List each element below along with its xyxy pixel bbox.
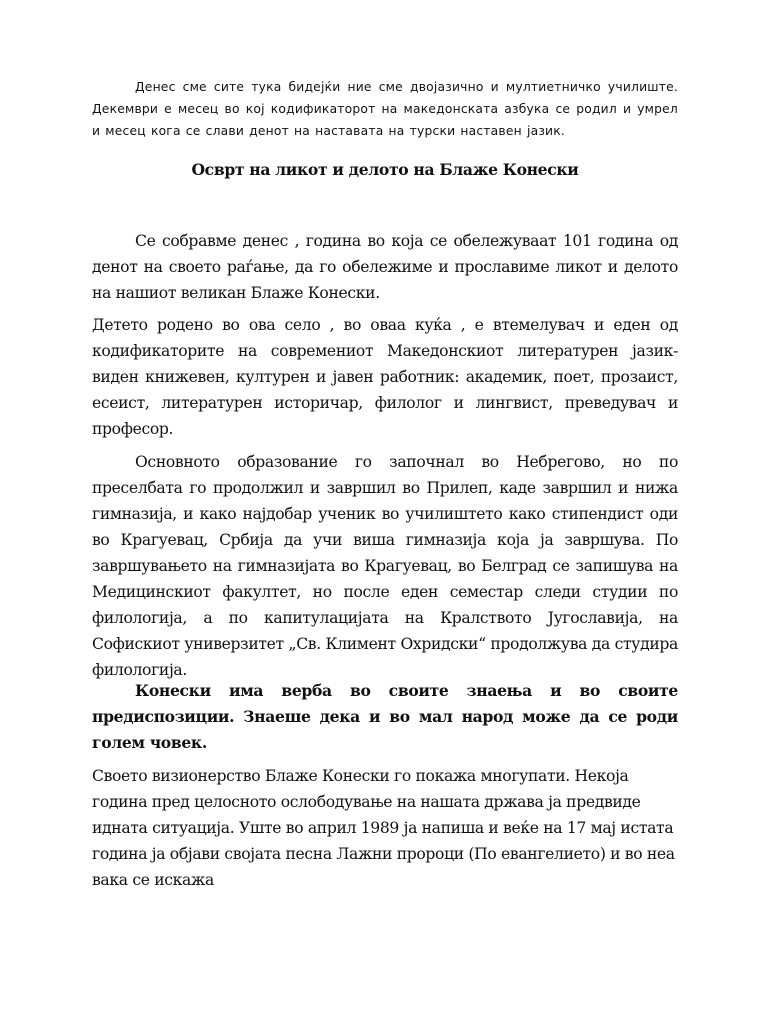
paragraph-biography: Детето родено во ова село , во оваа куќа , е втемелувач и еден од кодификаторите на современиот Македонскиот литературен јазик- виден книжевен, културен и јавен работник: академик, поет, прозаист, есеист, литературен историчар, филолог и лингвист, преведувач и професор.: [92, 316, 678, 438]
paragraph-vision: Своето визионерство Блаже Конески го покажа многупати. Некоја година пред целосното ослободување на нашата држава ја предвиде идната ситуација. Уште во април 1989 ја напиша и веќе на 17 мај истата година ја објави својата песна Лажни пророци (По евангелието) и во неа вака се искажа: [92, 767, 675, 889]
paragraph-education: Основното образование го започнал во Небрегово, но по преселбата го продолжил и завршил во Прилеп, каде завршил и нижа гимназија, и како најдобар ученик во училиштето како стипендист оди во Крагуевац, Србија да учи виша гимназија која ја завршува. По завршувањето на гимназијата во Крагуевац, во Белград се запишува на Медицинскиот факултет, но после еден семестар следи студии по филологија, а по капитулацијата на Кралството Југославија, на Софискиот универзитет „Св. Климент Охридски“ продолжува да студира филологија.: [92, 453, 678, 679]
paragraph-belief: Конески има верба во своите знаења и во своите предиспозиции. Знаеше дека и во мал народ може да се роди голем човек.: [92, 681, 678, 752]
page-title: Осврт на ликот и делото на Блаже Конески: [191, 160, 579, 179]
intro-paragraph: Денес сме сите тука бидејќи ние сме двојазично и мултиетничко училиште. Декември е месец во кој кодификаторот на македонската азбука се родил и умрел и месец кога се слави денот на наставата на турски наставен јазик.: [92, 80, 678, 138]
paragraph-anniversary: Се собравме денес , година во која се обележуваат 101 година од денот на своето раѓање, да го обележиме и прославиме ликот и делото на нашиот великан Блаже Конески.: [92, 232, 678, 302]
